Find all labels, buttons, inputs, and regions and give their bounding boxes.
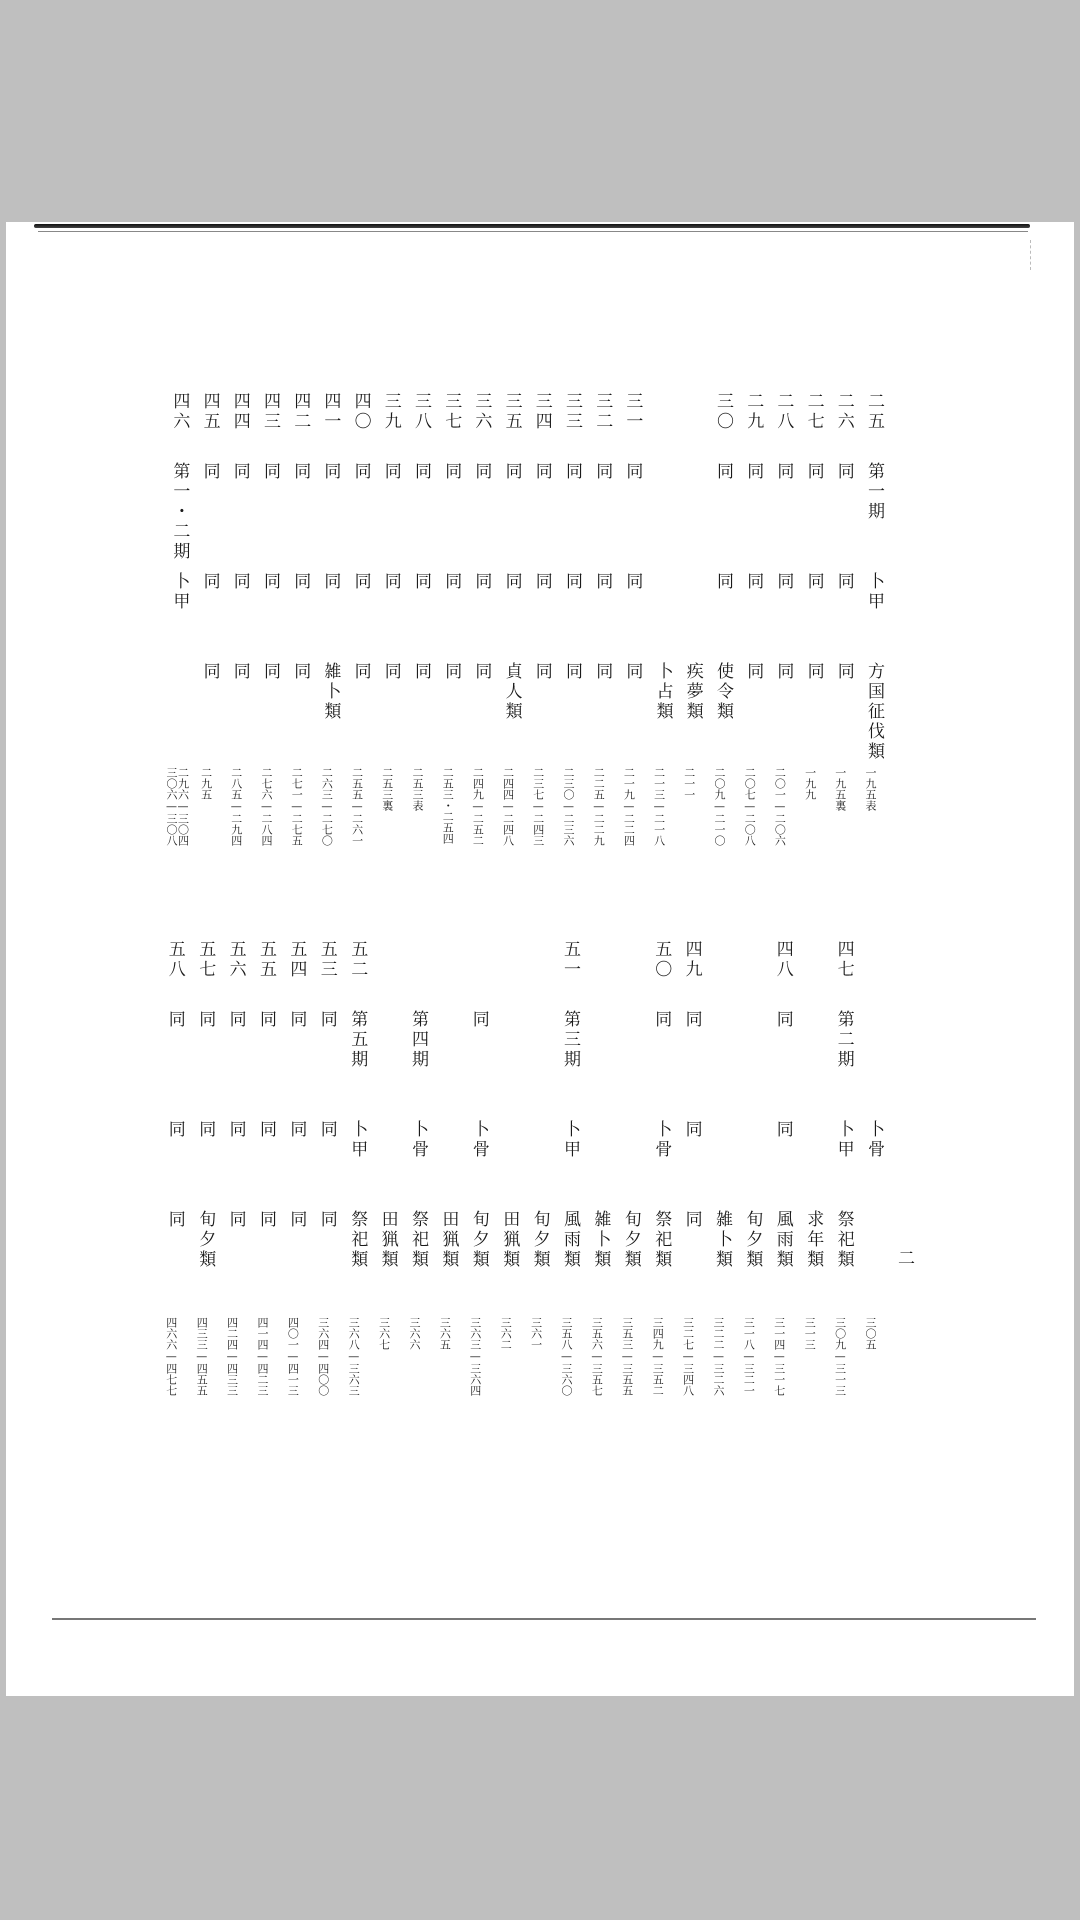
cell-plate: 三〇九—三一三 [833,1317,847,1396]
cell-no: 三七 [441,392,462,432]
cell-plate: 三一八—三二一 [742,1317,756,1396]
cell-plate: 二九五 [199,767,213,800]
cell-period: 同 [441,462,462,482]
cell-material: 同 [380,572,401,592]
cell-material: 同 [286,1120,307,1140]
cell-material: 同 [562,572,582,592]
cell-category: 旬夕類 [742,1210,763,1270]
cell-category: 同 [350,662,371,682]
cell-no: 三八 [411,392,431,432]
cell-plate: 二五三・二五四 [441,767,455,844]
cell-no: 二五 [864,392,884,432]
cell-material: 同 [531,572,552,592]
cell-plate: 二五五—二六一 [350,767,364,846]
cell-period: 同 [803,462,824,482]
cell-period: 同 [225,1010,246,1030]
cell-material: 同 [225,1120,246,1140]
cell-no: 四三 [260,392,280,432]
cell-period: 同 [164,1010,185,1030]
cell-category: 使令類 [713,662,733,722]
cell-no: 三五 [501,392,522,432]
cell-category: 方国征伐類 [864,662,884,762]
cell-plate: 三六四—四〇〇 [316,1317,330,1396]
cell-category: 旬夕類 [468,1210,489,1270]
cell-category: 卜占類 [652,662,673,722]
cell-plate: 三六七 [377,1317,391,1350]
cell-plate: 四一四—四二三 [256,1317,269,1396]
cell-no: 二八 [773,392,794,432]
cell-period: 同 [531,462,552,482]
cell-no: 三九 [380,392,401,432]
cell-material: 同 [290,572,311,592]
cell-period: 同 [411,462,431,482]
cell-material: 卜甲 [169,572,190,612]
cell-period: 同 [290,462,311,482]
cell-no: 二七 [803,392,824,432]
cell-period: 同 [471,462,492,482]
cell-category: 田猟類 [499,1210,520,1270]
cell-period: 第五期 [347,1010,368,1070]
cell-plate: 四二四—四三三 [225,1317,239,1396]
cell-period: 第三期 [560,1010,580,1070]
cell-plate: 三五八—三六〇 [560,1317,573,1396]
cell-period: 同 [622,462,643,482]
cell-no: 二六 [833,392,854,432]
cell-plate: 三一四—三一七 [772,1317,786,1396]
cell-plate: 三六八—三六三 [347,1317,361,1396]
cell-no: 五八 [164,940,185,980]
cell-period: 同 [199,462,220,482]
cell-material: 同 [229,572,250,592]
cell-period: 同 [743,462,764,482]
cell-material: 卜骨 [864,1120,884,1160]
edge-marks [1030,240,1033,270]
cell-category: 雑卜類 [590,1210,611,1270]
cell-period: 同 [286,1010,307,1030]
cell-plate: 二七六—二八四 [260,767,273,846]
cell-category: 雑卜類 [320,662,341,722]
scanned-page [6,222,1074,1696]
cell-plate: 二二五—二二九 [592,767,606,846]
cell-material: 同 [743,572,764,592]
cell-period: 同 [833,462,854,482]
cell-plate: 一九九 [803,767,817,800]
cell-plate: 二五三裏 [380,767,394,811]
top-rule [34,224,1030,228]
cell-category: 同 [380,662,401,682]
cell-category: 旬夕類 [529,1210,550,1270]
cell-category: 同 [743,662,764,682]
cell-plate: 三六六 [408,1317,421,1350]
cell-category: 同 [290,662,311,682]
cell-category: 同 [803,662,824,682]
cell-plate: 三五六—三五七 [590,1317,604,1396]
cell-plate: 二一九—二二四 [622,767,636,846]
cell-plate: 二〇九—二一〇 [713,767,726,846]
cell-category: 同 [833,662,854,682]
cell-no: 四八 [772,940,793,980]
cell-plate: 二七一—二七五 [290,767,304,846]
cell-plate: 二〇一—二〇六 [773,767,787,846]
cell-category: 祭祀類 [408,1210,428,1270]
cell-period: 同 [195,1010,216,1030]
cell-no: 五五 [256,940,276,980]
cell-category: 祭祀類 [833,1210,854,1270]
cell-category: 疾夢類 [682,662,703,722]
cell-plate: 二一三—二一八 [652,767,666,846]
cell-no: 四六 [169,392,190,432]
cell-material: 同 [350,572,371,592]
cell-no: 五四 [286,940,307,980]
cell-no: 三二 [592,392,613,432]
cell-period: 第一期 [864,462,884,522]
cell-category: 同 [411,662,431,682]
cell-category: 同 [622,662,643,682]
cell-category: 同 [229,662,250,682]
cell-plate: 三六三—三六四 [468,1317,482,1396]
cell-category: 旬夕類 [195,1210,216,1270]
cell-material: 同 [199,572,220,592]
cell-no: 五二 [347,940,368,980]
cell-period: 第一・二期 [169,462,190,562]
cell-period: 第四期 [408,1010,428,1070]
cell-material: 同 [471,572,492,592]
cell-category: 田猟類 [438,1210,459,1270]
cell-category: 同 [256,1210,276,1230]
cell-plate: 四六六—四七七 [164,1317,178,1396]
cell-material: 同 [195,1120,216,1140]
cell-period: 同 [316,1010,337,1030]
cell-category: 旬夕類 [620,1210,641,1270]
cell-material: 同 [681,1120,702,1140]
cell-plate: 四三三—四五五 [195,1317,209,1396]
cell-material: 卜骨 [651,1120,672,1160]
cell-no: 五六 [225,940,246,980]
cell-no: 四七 [833,940,854,980]
cell-category: 同 [260,662,280,682]
cell-plate: 三四九—三五二 [651,1317,665,1396]
cell-plate: 二四九—二五二 [471,767,485,846]
cell-material: 同 [803,572,824,592]
cell-plate: 三六二 [499,1317,513,1350]
cell-period: 第二期 [833,1010,854,1070]
cell-plate: 三二二—三二六 [712,1317,725,1396]
cell-plate: 一九五裏 [833,767,847,811]
cell-material: 同 [256,1120,276,1140]
cell-material: 卜骨 [408,1120,428,1160]
cell-plate: 二五三表 [411,767,424,811]
cell-category: 同 [441,662,462,682]
cell-no: 二九 [743,392,764,432]
cell-material: 同 [592,572,613,592]
cell-category: 祭祀類 [347,1210,368,1270]
cell-category: 雑卜類 [712,1210,732,1270]
cell-plate: 三一三 [803,1317,817,1350]
cell-period: 同 [256,1010,276,1030]
cell-no: 三一 [622,392,643,432]
cell-category: 同 [471,662,492,682]
cell-period: 同 [562,462,582,482]
cell-category: 同 [199,662,220,682]
cell-no: 四一 [320,392,341,432]
cell-material: 同 [164,1120,185,1140]
cell-plate: 二三〇—二三六 [562,767,575,846]
cell-no: 三三 [562,392,582,432]
cell-material: 卜甲 [560,1120,580,1160]
cell-material: 同 [833,572,854,592]
cell-category: 風雨類 [772,1210,793,1270]
cell-no: 五一 [560,940,580,980]
cell-category: 求年類 [803,1210,824,1270]
cell-plate: 三六五 [438,1317,452,1350]
cell-period: 同 [380,462,401,482]
cell-plate: 三六一 [529,1317,543,1350]
cell-plate: 三二七—三四八 [681,1317,695,1396]
cell-material: 同 [411,572,431,592]
cell-material: 卜甲 [864,572,884,612]
cell-plate: 二三七—二四三 [531,767,545,846]
cell-material: 卜甲 [347,1120,368,1160]
cell-period: 同 [713,462,733,482]
cell-category: 風雨類 [560,1210,580,1270]
cell-material: 同 [622,572,643,592]
cell-category: 同 [773,662,794,682]
bottom-rule [52,1618,1036,1620]
cell-plate: 三五三—三五五 [620,1317,634,1396]
cell-period: 同 [468,1010,489,1030]
top-rule-thin [38,231,1028,232]
cell-period: 同 [501,462,522,482]
cell-category: 同 [286,1210,307,1230]
cell-no: 四二 [290,392,311,432]
cell-category: 同 [316,1210,337,1230]
cell-plate: 三〇五 [864,1317,877,1350]
cell-period: 同 [773,462,794,482]
cell-plate: 二八五—二九四 [229,767,243,846]
cell-category: 田猟類 [377,1210,398,1270]
cell-no: 四四 [229,392,250,432]
cell-material: 同 [320,572,341,592]
cell-category: 同 [562,662,582,682]
cell-category: 同 [225,1210,246,1230]
cell-plate: 一九五表 [864,767,877,811]
cell-no: 四〇 [350,392,371,432]
cell-material: 同 [441,572,462,592]
cell-category: 祭祀類 [651,1210,672,1270]
cell-no: 三六 [471,392,492,432]
cell-category: 同 [531,662,552,682]
cell-plate: 二〇七—二〇八 [743,767,757,846]
cell-period: 同 [681,1010,702,1030]
cell-period: 同 [260,462,280,482]
cell-material: 卜骨 [468,1120,489,1160]
cell-no: 三四 [531,392,552,432]
cell-period: 同 [320,462,341,482]
cell-plate: 二九六—三〇四 三〇六—三〇八 [164,767,190,846]
cell-period: 同 [592,462,613,482]
cell-no: 四九 [681,940,702,980]
page-number: 二 [898,1249,915,1269]
cell-no: 四五 [199,392,220,432]
cell-no: 五七 [195,940,216,980]
cell-material: 卜甲 [833,1120,854,1160]
cell-category: 貞人類 [501,662,522,722]
cell-plate: 二四四—二四八 [501,767,515,846]
cell-material: 同 [316,1120,337,1140]
cell-material: 同 [713,572,733,592]
cell-material: 同 [772,1120,793,1140]
cell-material: 同 [260,572,280,592]
cell-category: 同 [164,1210,185,1230]
cell-period: 同 [772,1010,793,1030]
cell-plate: 四〇一—四一三 [286,1317,300,1396]
cell-plate: 二一一 [682,767,696,800]
cell-period: 同 [350,462,371,482]
cell-period: 同 [229,462,250,482]
cell-category: 同 [592,662,613,682]
cell-no: 五〇 [651,940,672,980]
cell-material: 同 [501,572,522,592]
cell-no: 三〇 [713,392,733,432]
cell-category: 同 [681,1210,702,1230]
cell-period: 同 [651,1010,672,1030]
cell-no: 五三 [316,940,337,980]
cell-material: 同 [773,572,794,592]
cell-plate: 二六三—二七〇 [320,767,334,846]
